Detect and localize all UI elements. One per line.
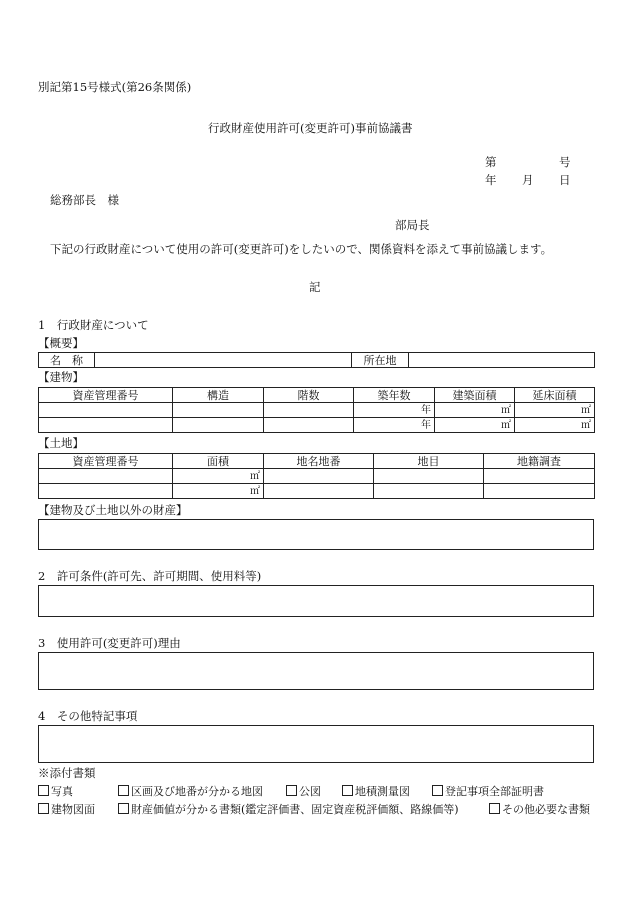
date-year: 年 (485, 173, 497, 187)
overview-table (38, 352, 595, 368)
checkbox-icon[interactable] (38, 803, 49, 814)
building-age-cell[interactable] (354, 403, 435, 418)
overview-label: 【概要】 (38, 336, 84, 350)
land-header-lot: 地名地番 (264, 454, 374, 469)
attach-value-documents[interactable]: 財産価値が分かる書類(鑑定評価書、固定資産税評価額、路線価等) (118, 803, 459, 815)
intro-text: 下記の行政財産について使用の許可(変更許可)をしたいので、関係資料を添えて事前協議します。 (50, 242, 553, 256)
unit-sqm: ㎡ (501, 420, 511, 431)
section2-heading: 2 許可条件(許可先、許可期間、使用料等) (38, 569, 262, 583)
building-header-floor-area: 延床面積 (515, 388, 595, 403)
land-cell[interactable] (264, 469, 374, 484)
land-header-survey: 地籍調査 (484, 454, 595, 469)
checkbox-icon[interactable] (342, 785, 353, 796)
building-table (38, 387, 595, 433)
unit-year: 年 (421, 420, 431, 431)
floor-area-cell[interactable] (515, 403, 595, 418)
section4-heading: 4 その他特記事項 (38, 709, 138, 723)
checkbox-icon[interactable] (432, 785, 443, 796)
date-day: 日 (559, 173, 571, 187)
land-cell[interactable] (484, 469, 595, 484)
attach-map[interactable]: 区画及び地番が分かる地図 (118, 785, 263, 797)
ki-label: 記 (309, 280, 321, 294)
building-label: 【建物】 (38, 370, 84, 384)
building-age-cell[interactable] (354, 418, 435, 433)
location-field[interactable] (409, 353, 595, 368)
addressee: 総務部長 様 (50, 193, 119, 207)
section3-heading: 3 使用許可(変更許可)理由 (38, 636, 181, 650)
land-cell[interactable] (374, 469, 484, 484)
building-cell[interactable] (173, 403, 264, 418)
name-field[interactable] (95, 353, 352, 368)
building-header-building-area: 建築面積 (435, 388, 515, 403)
table-row (39, 469, 595, 484)
land-header-asset-no: 資産管理番号 (39, 454, 173, 469)
land-table (38, 453, 595, 499)
attach-registry-certificate[interactable]: 登記事項全部証明書 (432, 785, 544, 797)
document-title: 行政財産使用許可(変更許可)事前協議書 (208, 121, 413, 135)
land-cell[interactable] (374, 484, 484, 499)
unit-year: 年 (421, 405, 431, 416)
permit-conditions-field[interactable] (38, 585, 594, 617)
table-row (39, 454, 595, 469)
building-cell[interactable] (173, 418, 264, 433)
section1-heading: 1 行政財産について (38, 318, 149, 332)
building-header-structure: 構造 (173, 388, 264, 403)
land-label: 【土地】 (38, 436, 84, 450)
special-notes-field[interactable] (38, 725, 594, 763)
name-label: 名 称 (39, 353, 95, 368)
table-row (39, 484, 595, 499)
building-cell[interactable] (264, 418, 354, 433)
checkbox-icon[interactable] (38, 785, 49, 796)
checkbox-icon[interactable] (118, 803, 129, 814)
building-header-floors: 階数 (264, 388, 354, 403)
unit-sqm: ㎡ (250, 471, 260, 482)
unit-sqm: ㎡ (581, 405, 591, 416)
checkbox-icon[interactable] (118, 785, 129, 796)
table-row (39, 403, 595, 418)
attach-cadastral-map[interactable]: 公図 (286, 785, 321, 797)
table-row (39, 388, 595, 403)
attach-photo[interactable]: 写真 (38, 785, 73, 797)
land-cell[interactable] (264, 484, 374, 499)
other-property-field[interactable] (38, 519, 594, 550)
number-prefix: 第 (485, 155, 497, 169)
land-cell[interactable] (39, 484, 173, 499)
land-area-cell[interactable] (173, 469, 264, 484)
date-month: 月 (522, 173, 534, 187)
checkbox-icon[interactable] (489, 803, 500, 814)
building-cell[interactable] (39, 403, 173, 418)
unit-sqm: ㎡ (581, 420, 591, 431)
building-header-age: 築年数 (354, 388, 435, 403)
land-cell[interactable] (484, 484, 595, 499)
sender: 部局長 (395, 218, 430, 232)
form-number: 別記第15号様式(第26条関係) (38, 80, 192, 94)
building-header-asset-no: 資産管理番号 (39, 388, 173, 403)
location-label: 所在地 (352, 353, 409, 368)
permit-reason-field[interactable] (38, 652, 594, 690)
checkbox-icon[interactable] (286, 785, 297, 796)
unit-sqm: ㎡ (501, 405, 511, 416)
attach-survey-map[interactable]: 地積測量図 (342, 785, 410, 797)
land-header-area: 面積 (173, 454, 264, 469)
attach-other-documents[interactable]: その他必要な書類 (489, 803, 590, 815)
land-area-cell[interactable] (173, 484, 264, 499)
floor-area-cell[interactable] (515, 418, 595, 433)
building-cell[interactable] (39, 418, 173, 433)
attach-building-drawing[interactable]: 建物図面 (38, 803, 95, 815)
unit-sqm: ㎡ (250, 486, 260, 497)
land-header-category: 地目 (374, 454, 484, 469)
building-area-cell[interactable] (435, 418, 515, 433)
number-suffix: 号 (559, 155, 571, 169)
land-cell[interactable] (39, 469, 173, 484)
building-cell[interactable] (264, 403, 354, 418)
other-property-label: 【建物及び土地以外の財産】 (38, 503, 188, 517)
building-area-cell[interactable] (435, 403, 515, 418)
attachments-heading: ※添付書類 (38, 766, 96, 780)
table-row (39, 418, 595, 433)
